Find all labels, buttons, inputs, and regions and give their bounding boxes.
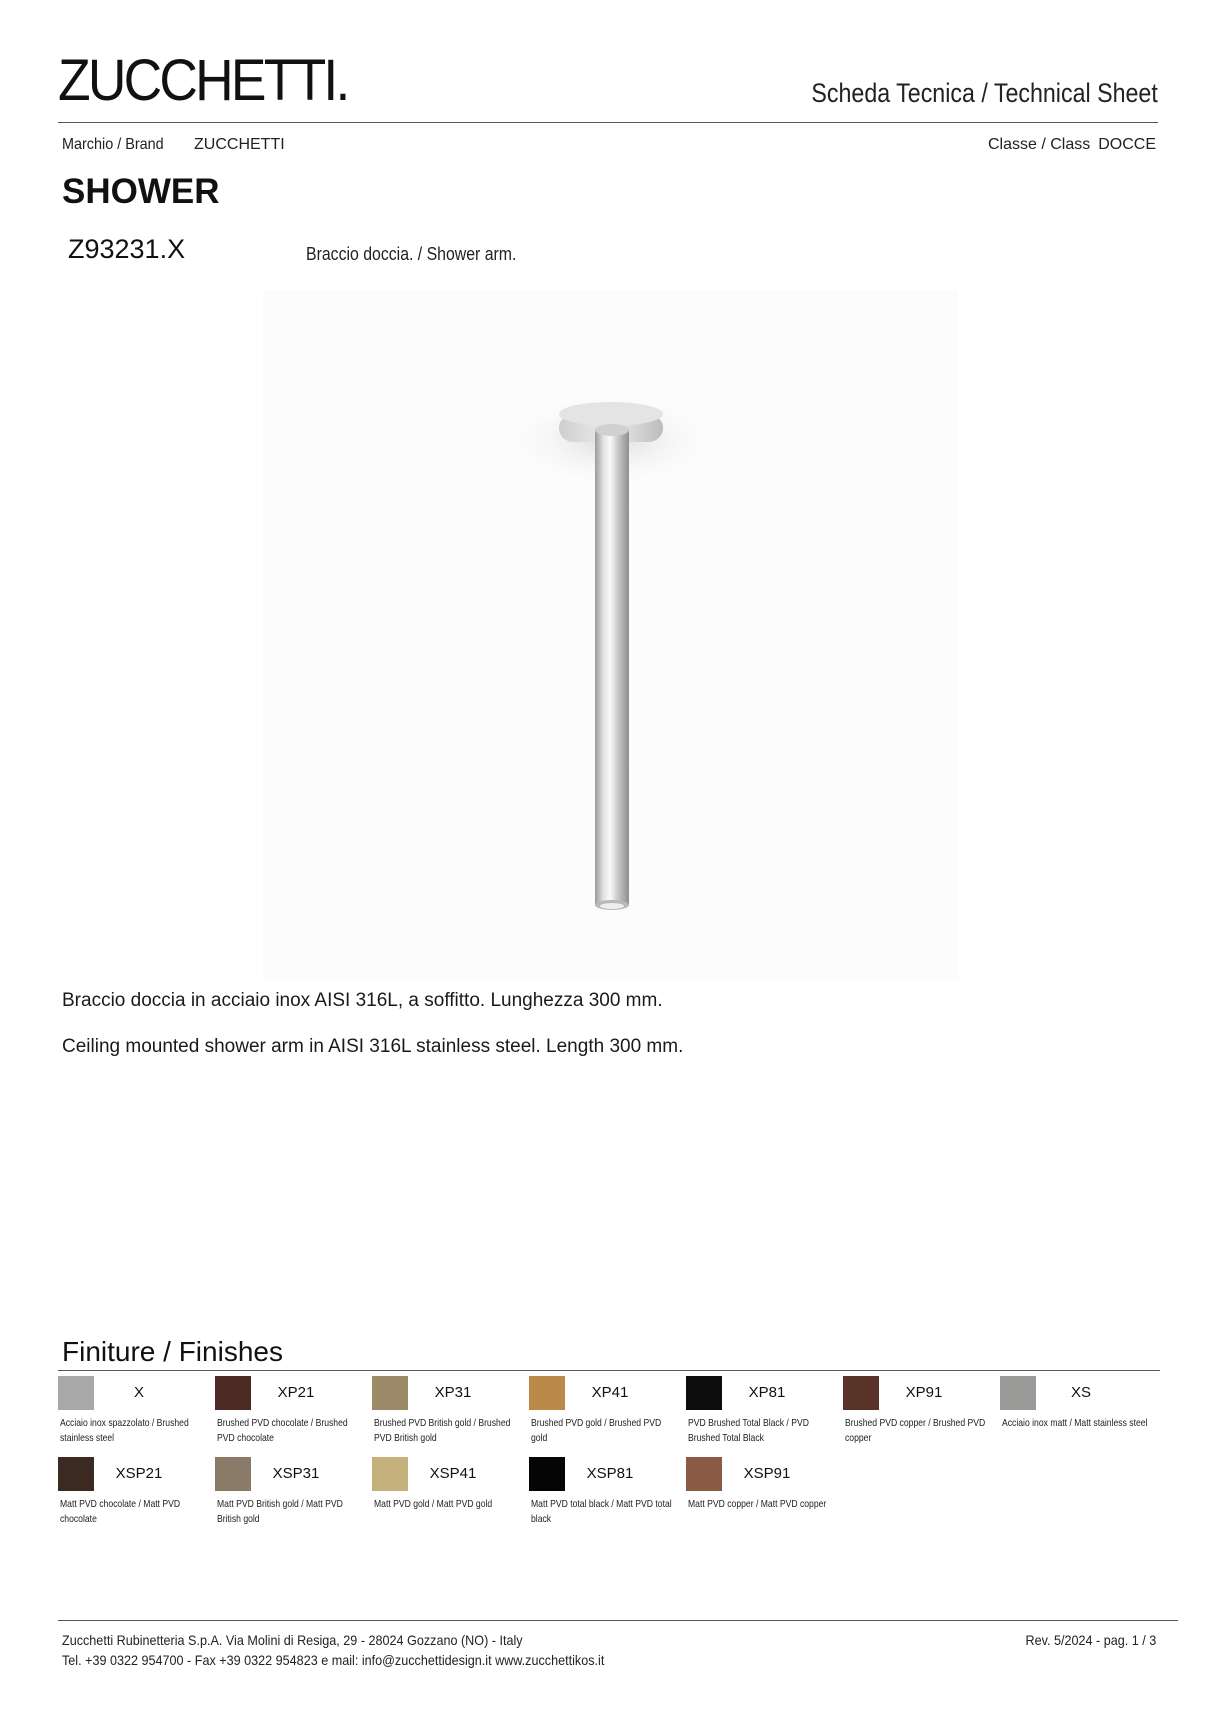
finish-item (686, 1376, 836, 1452)
product-code: Z93231.X (68, 234, 186, 264)
finish-name: Matt PVD chocolate / Matt PVD chocolate (60, 1498, 181, 1525)
finish-name: Acciaio inox matt / Matt stainless steel (1002, 1417, 1148, 1429)
finish-code: XP91 (905, 1384, 943, 1401)
description-italian: Braccio doccia in acciaio inox AISI 316L, a soffitto. Lunghezza 300 mm. (62, 990, 663, 1011)
finish-code: XSP91 (743, 1465, 791, 1482)
finish-name: Brushed PVD copper / Brushed PVD copper (845, 1417, 986, 1444)
finish-code: XP81 (748, 1384, 786, 1401)
finish-item (843, 1376, 993, 1452)
finish-name: PVD Brushed Total Black / PVD Brushed Total Black (688, 1417, 809, 1444)
finish-code: X (133, 1384, 144, 1401)
class-info (988, 136, 1156, 154)
finish-item (372, 1457, 522, 1533)
product-title: SHOWER (62, 172, 220, 211)
footer-divider (58, 1620, 1178, 1621)
finish-item (215, 1457, 365, 1533)
finish-name: Matt PVD British gold / Matt PVD British gold (217, 1498, 343, 1525)
product-photo (263, 290, 958, 980)
finishes-divider (58, 1370, 1160, 1371)
finish-code: XP41 (591, 1384, 629, 1401)
finish-item (686, 1457, 836, 1533)
class-label: Classe / Class (987, 136, 1091, 153)
finish-code: XSP41 (429, 1465, 477, 1482)
finish-item (529, 1457, 679, 1533)
description-english: Ceiling mounted shower arm in AISI 316L stainless steel. Length 300 mm. (62, 1036, 684, 1057)
finish-code: XP31 (434, 1384, 472, 1401)
finish-item (58, 1376, 208, 1452)
finish-name: Acciaio inox spazzolato / Brushed stainless steel (60, 1417, 189, 1444)
finish-name: Brushed PVD British gold / Brushed PVD British gold (374, 1417, 511, 1444)
shower-arm-illustration (263, 290, 958, 980)
finish-name: Matt PVD total black / Matt PVD total black (531, 1498, 672, 1525)
finish-item (1000, 1376, 1150, 1452)
sheet-title: Scheda Tecnica / Technical Sheet (811, 78, 1158, 108)
finish-code: XSP81 (586, 1465, 634, 1482)
finish-name: Brushed PVD chocolate / Brushed PVD chocolate (217, 1417, 348, 1444)
finish-name: Matt PVD copper / Matt PVD copper (688, 1498, 827, 1510)
finish-item (58, 1457, 208, 1533)
finish-name: Matt PVD gold / Matt PVD gold (374, 1498, 493, 1510)
product-short-description: Braccio doccia. / Shower arm. (306, 244, 517, 264)
brand-value: ZUCCHETTI (194, 136, 285, 153)
finish-code: XP21 (277, 1384, 315, 1401)
brand-label: Marchio / Brand (62, 136, 164, 153)
finish-code: XSP31 (272, 1465, 320, 1482)
finish-name: Brushed PVD gold / Brushed PVD gold (531, 1417, 662, 1444)
footer-address: Zucchetti Rubinetteria S.p.A. Via Molini di Resiga, 29 - 28024 Gozzano (NO) - Italy (62, 1632, 523, 1648)
finish-code: XS (1070, 1384, 1091, 1401)
class-value: DOCCE (1098, 136, 1156, 153)
header-divider (58, 122, 1158, 123)
finishes-title: Finiture / Finishes (62, 1336, 283, 1367)
finish-item (372, 1376, 522, 1452)
brand-logo: ZUCCHETTI. (58, 48, 348, 113)
footer-contacts: Tel. +39 0322 954700 - Fax +39 0322 954823 e mail: info@zucchettidesign.it www.zucchettikos.it (62, 1652, 605, 1668)
finish-item (215, 1376, 365, 1452)
finish-item (529, 1376, 679, 1452)
finish-code: XSP21 (115, 1465, 163, 1482)
footer-revision: Rev. 5/2024 - pag. 1 / 3 (1025, 1632, 1156, 1648)
